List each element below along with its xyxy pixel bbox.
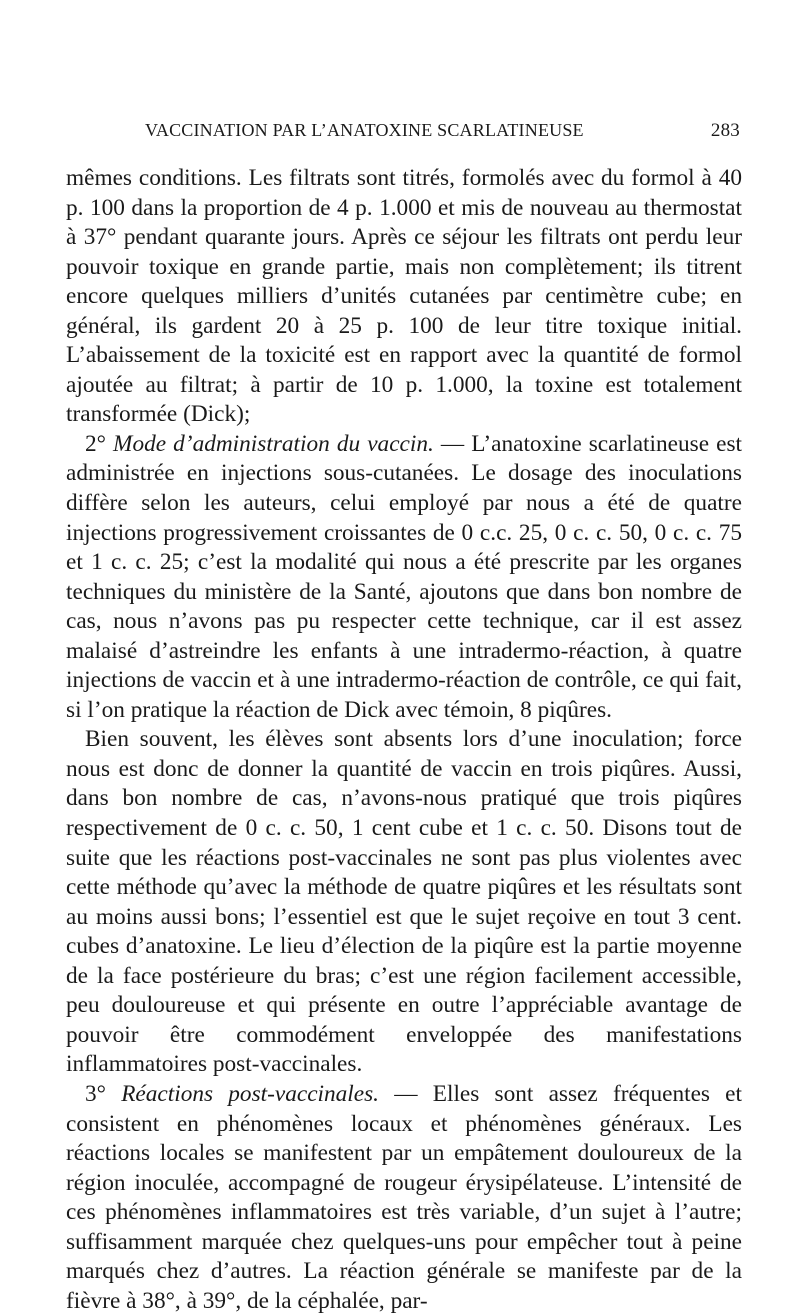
body-text <box>66 164 742 1316</box>
running-header <box>145 120 740 146</box>
paragraph-mode-administration <box>66 430 742 725</box>
paragraph-text: — Elles sont assez fréquentes et consistent en phénomènes locaux et phénomènes généraux. Les réactions locales se manifestent par un empâtement douloureux de la région inoculée, accompagné de rougeur érysipélateuse. L’intensité de ces phénomènes inflammatoires est très variable, d’un sujet à l’autre; suffisamment marquée chez quelques-uns pour empêcher tout à peine marqués chez d’autres. La réaction générale se manifeste par de la fièvre à 38°, à 39°, de la céphalée, par- <box>66 1080 742 1314</box>
paragraph-piqures <box>66 725 742 1080</box>
section-heading: Réactions post-vaccinales. <box>121 1080 380 1107</box>
paragraph-text: mêmes conditions. Les filtrats sont titrés, formolés avec du formol à 40 p. 100 dans la proportion de 4 p. 1.000 et mis de nouveau au thermostat à 37° pendant quarante jours. Après ce séjour les filtrats ont perdu leur pouvoir toxique en grande partie, mais non complètement; ils titrent encore quelques milliers d’unités cutanées par centimètre cube; en général, ils gardent 20 à 25 p. 100 de leur titre toxique initial. L’abaissement de la toxicité est en rapport avec la quantité de formol ajoutée au filtrat; à partir de 10 p. 1.000, la toxine est totalement transformée (Dick); <box>66 165 742 428</box>
paragraph-text: Bien souvent, les élèves sont absents lors d’une inoculation; force nous est donc de donner la quantité de vaccin en trois piqûres. Aussi, dans bon nombre de cas, n’avons-nous pratiqué que trois piqûres respectivement de 0 c. c. 50, 1 cent cube et 1 c. c. 50. Disons tout de suite que les réactions post-vaccinales ne sont pas plus violentes avec cette méthode qu’avec la méthode de quatre piqûres et les résultats sont au moins aussi bons; l’essentiel est que le sujet reçoive en tout 3 cent. cubes d’anatoxine. Le lieu d’élection de la piqûre est la partie moyenne de la face postérieure du bras; c’est une région facilement accessible, peu douloureuse et qui présente en outre l’appréciable avantage de pouvoir être commodément enveloppée des manifestations inflammatoires post-vaccinales. <box>66 726 742 1078</box>
paragraph-text: — L’anatoxine scarlatineuse est administrée en injections sous-cutanées. Le dosage des inoculations diffère selon les auteurs, celui employé par nous a été de quatre injections progressivement croissantes de 0 c.c. 25, 0 c. c. 50, 0 c. c. 75 et 1 c. c. 25; c’est la modalité qui nous a été prescrite par les organes techniques du ministère de la Santé, ajoutons que dans bon nombre de cas, nous n’avons pas pu respecter cette technique, car il est assez malaisé d’astreindre les enfants à une intradermo-réaction, à quatre injections de vaccin et à une intradermo-réaction de contrôle, ce qui fait, si l’on pratique la réaction de Dick avec témoin, 8 piqûres. <box>66 430 742 723</box>
section-number: 3° <box>85 1080 106 1107</box>
section-heading: Mode d’administration du vaccin. <box>113 430 434 457</box>
running-title: VACCINATION PAR L’ANATOXINE SCARLATINEUSE <box>145 120 584 140</box>
paragraph-continuation <box>66 164 742 430</box>
section-number: 2° <box>85 430 106 457</box>
paragraph-reactions <box>66 1080 742 1316</box>
page-number: 283 <box>710 120 740 141</box>
